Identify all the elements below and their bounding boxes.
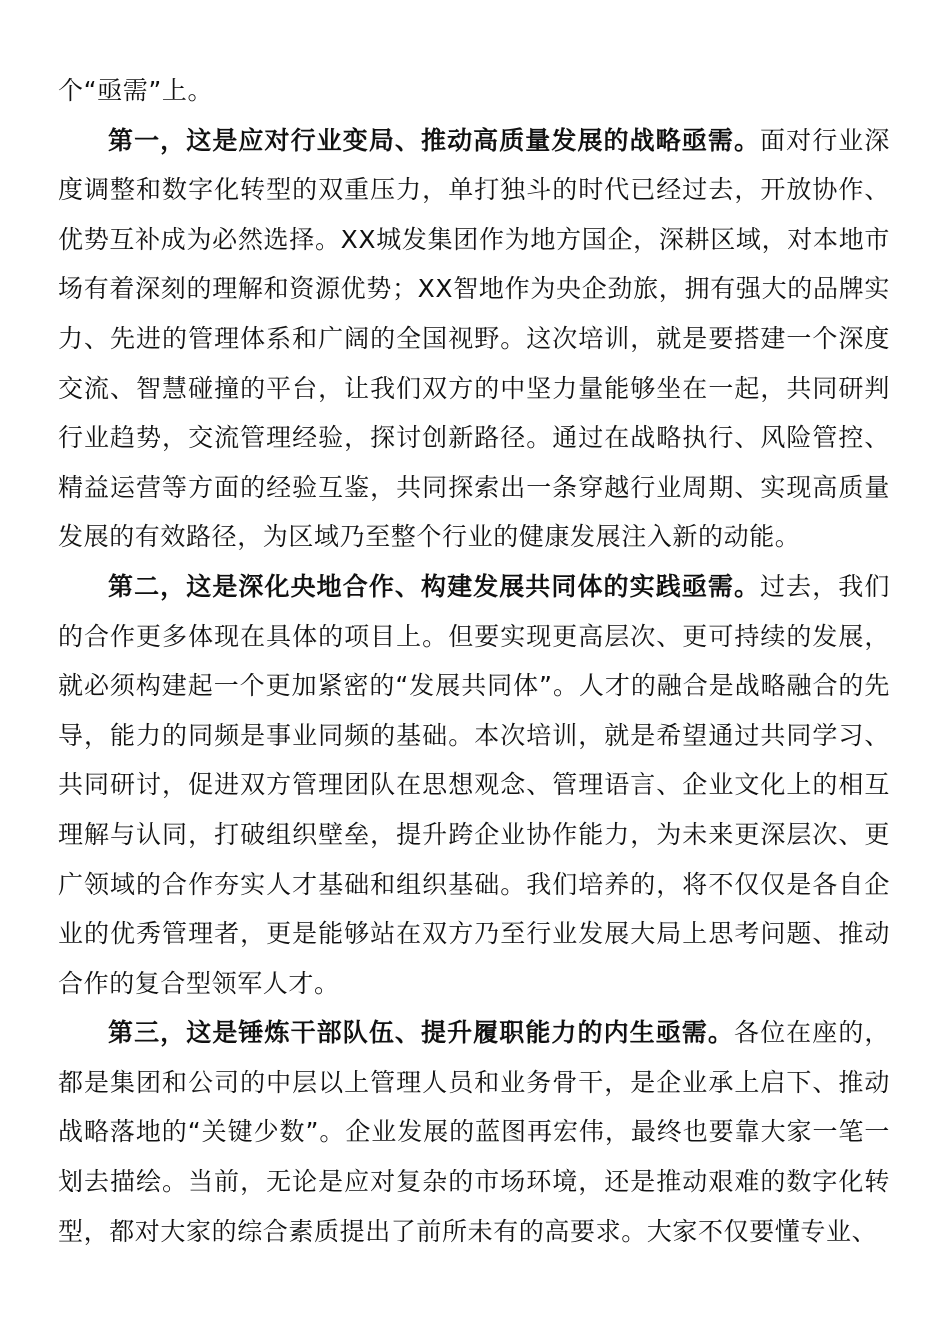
paragraph-body-text: 面对行业深度调整和数字化转型的双重压力，单打独斗的时代已经过去，开放协作、优势互补成为必然选择。XX城发集团作为地方国企，深耕区域，对本地市场有着深刻的理解和资源优势；XX智地作为央企劲旅，拥有强大的品牌实力、先进的管理体系和广阔的全国视野。这次培训，就是要搭建一个深度交流、智慧碰撞的平台，让我们双方的中坚力量能够坐在一起，共同研判行业趋势，交流管理经验，探讨创新路径。通过在战略执行、风险管控、精益运营等方面的经验互鉴，共同探索出一条穿越行业周期、实现高质量发展的有效路径，为区域乃至整个行业的健康发展注入新的动能。 (58, 125, 890, 552)
paragraph-body-text: 各位在座的，都是集团和公司的中层以上管理人员和业务骨干，是企业承上启下、推动战略落地的“关键少数”。企业发展的蓝图再宏伟，最终也要靠大家一笔一划去描绘。当前，无论是应对复杂的市场环境，还是推动艰难的数字化转型，都对大家的综合素质提出了前所未有的高要求。大家不仅要懂专业、 (58, 1018, 890, 1246)
paragraph-lead-heading: 第二，这是深化央地合作、构建发展共同体的实践亟需。 (108, 571, 761, 601)
paragraph-lead-heading: 第三，这是锤炼干部队伍、提升履职能力的内生亟需。 (108, 1018, 734, 1048)
document-body (58, 66, 890, 1256)
paragraph-first (58, 116, 890, 562)
paragraph-second (58, 562, 890, 1008)
paragraph-third (58, 1008, 890, 1256)
paragraph-body-text: 过去，我们的合作更多体现在具体的项目上。但要实现更高层次、更可持续的发展，就必须构建起一个更加紧密的“发展共同体”。人才的融合是战略融合的先导，能力的同频是事业同频的基础。本次培训，就是希望通过共同学习、共同研讨，促进双方管理团队在思想观念、管理语言、企业文化上的相互理解与认同，打破组织壁垒，提升跨企业协作能力，为未来更深层次、更广领域的合作夯实人才基础和组织基础。我们培养的，将不仅仅是各自企业的优秀管理者，更是能够站在双方乃至行业发展大局上思考问题、推动合作的复合型领军人才。 (58, 571, 890, 998)
paragraph-lead-heading: 第一，这是应对行业变局、推动高质量发展的战略亟需。 (108, 125, 761, 155)
continuation-paragraph: 个“亟需”上。 (58, 76, 214, 105)
